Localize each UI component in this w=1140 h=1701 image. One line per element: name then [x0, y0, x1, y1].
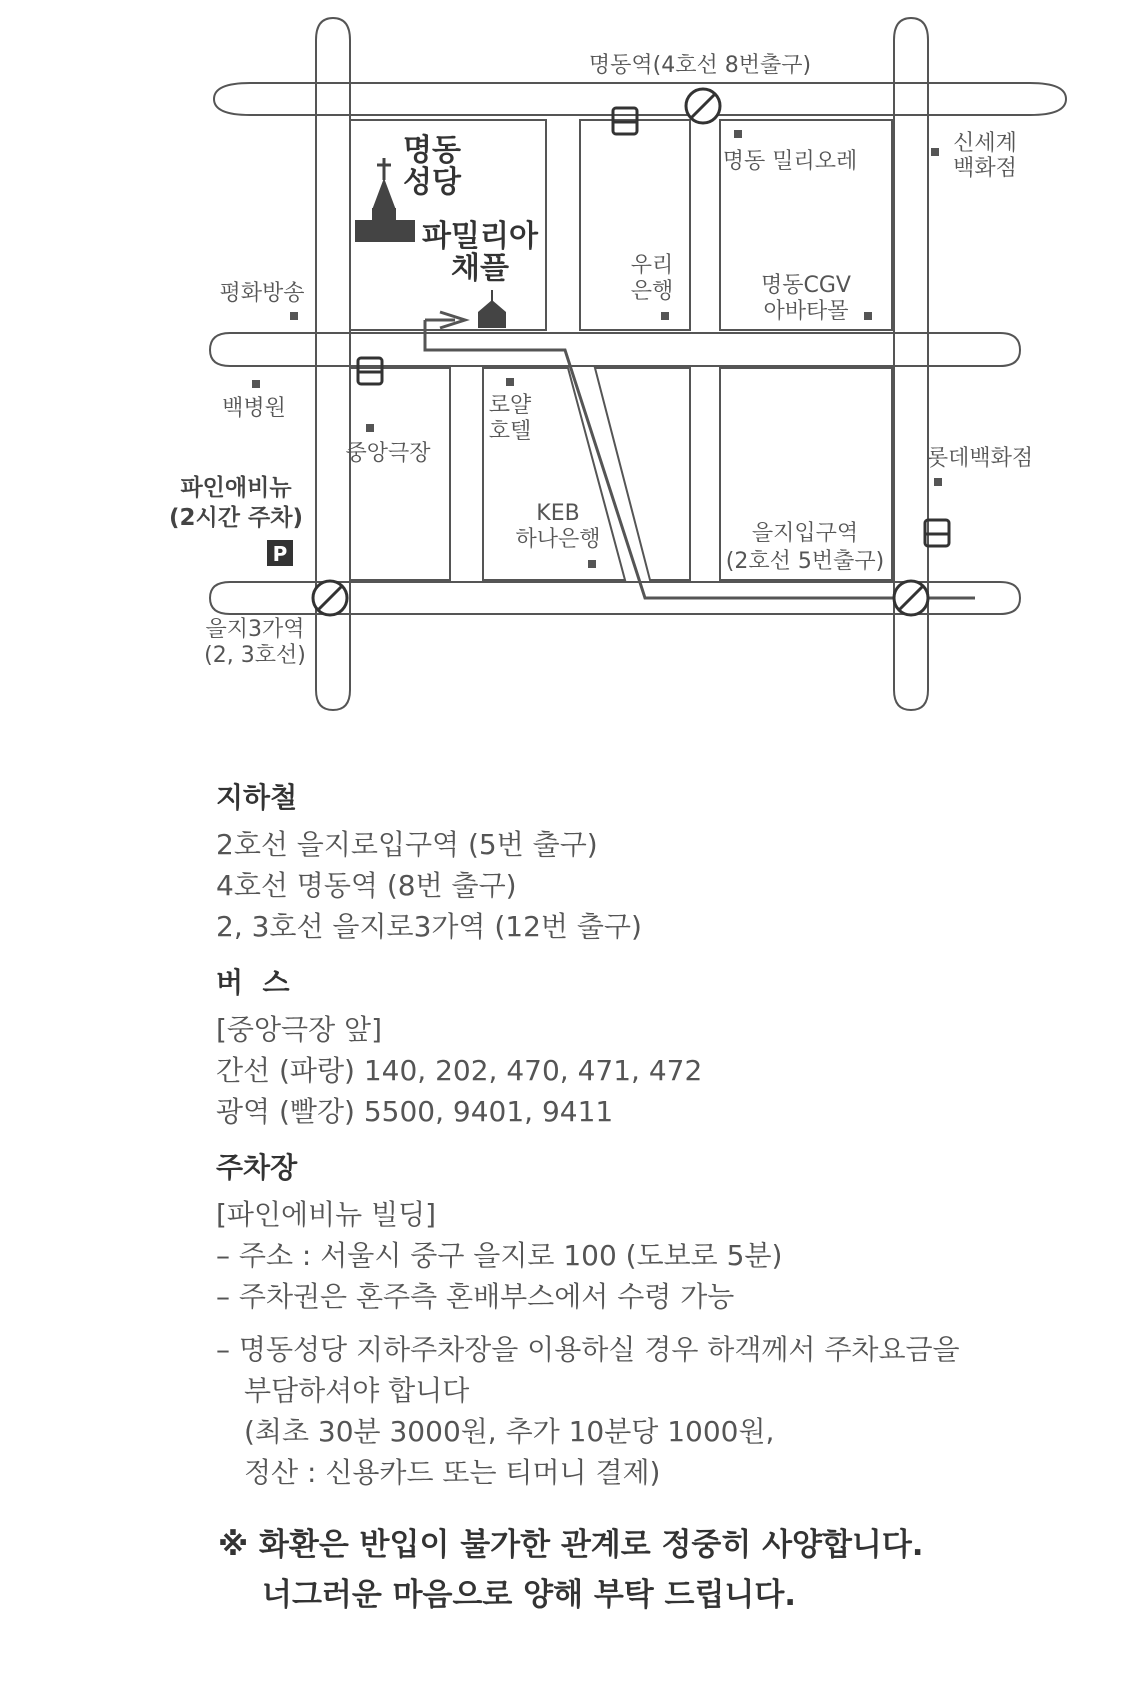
- bus-line: [중앙극장 앞]: [216, 1013, 382, 1046]
- central-theater-label: 중앙극장: [345, 441, 431, 466]
- bus-icon: [613, 108, 637, 134]
- landmark-markers: [252, 130, 942, 568]
- parking-note-line: 정산 : 신용카드 또는 티머니 결제): [244, 1456, 661, 1489]
- milliore-label: 명동 밀리오레: [722, 149, 858, 174]
- parking-section: [216, 1148, 1036, 1493]
- subway-station-icon: [313, 581, 347, 615]
- cathedral-label: 명동 성당: [403, 133, 461, 200]
- parking-note-line: (최초 30분 3000원, 추가 10분당 1000원,: [244, 1415, 775, 1448]
- notice-line-2: 너그러운 마음으로 양해 부탁 드립니다.: [262, 1577, 797, 1613]
- subway-station-icon: [686, 89, 720, 123]
- location-map: [0, 0, 1140, 740]
- subway-line: 4호선 명동역 (8번 출구): [216, 869, 517, 902]
- notice-line-1: ※ 화환은 반입이 불가한 관계로 정중히 사양합니다.: [218, 1527, 924, 1563]
- subway-line: 2, 3호선 을지로3가역 (12번 출구): [216, 910, 642, 943]
- myeongdong-station-label: 명동역(4호선 8번출구): [588, 53, 812, 78]
- subway-section: [216, 778, 1036, 947]
- parking-icon: [267, 540, 293, 566]
- subway-line: 2호선 을지로입구역 (5번 출구): [216, 828, 598, 861]
- parking-line: [파인에비뉴 빌딩]: [216, 1198, 437, 1231]
- directions-info: [216, 778, 1036, 1509]
- lotte-label: 롯데백화점: [926, 446, 1034, 471]
- baek-hospital-label: 백병원: [222, 396, 286, 421]
- cgv-label: 명동CGV 아바타몰: [761, 273, 851, 324]
- bus-section: [216, 963, 1036, 1132]
- parking-line: – 주차권은 혼주측 혼배부스에서 수령 가능: [216, 1280, 735, 1313]
- notice: [218, 1520, 1038, 1620]
- bus-line: 간선 (파랑) 140, 202, 470, 471, 472: [216, 1054, 703, 1087]
- parking-note-line: 부담하셔야 합니다: [244, 1374, 470, 1407]
- royal-hotel-label: 로얄 호텔: [488, 393, 532, 444]
- parking-line: – 주소 : 서울시 중구 을지로 100 (도보로 5분): [216, 1239, 783, 1272]
- bus-title: 버 스: [216, 966, 290, 999]
- chapel-icon: [478, 290, 506, 328]
- familia-chapel-label: 파밀리아 채플: [422, 219, 538, 286]
- svg-text:P: P: [272, 542, 288, 566]
- parking-title: 주차장: [216, 1151, 298, 1184]
- euljiro1ga-label: 을지입구역 (2호선 5번출구): [725, 521, 885, 574]
- parking-note-line: – 명동성당 지하주차장을 이용하실 경우 하객께서 주차요금을: [216, 1333, 960, 1366]
- euljiro3ga-label: 을지3가역 (2, 3호선): [204, 617, 306, 668]
- shinsegae-label: 신세계 백화점: [953, 131, 1017, 181]
- pine-avenue-label: 파인애비뉴 (2시간 주차): [169, 475, 303, 531]
- woori-bank-label: 우리 은행: [630, 253, 674, 304]
- subway-title: 지하철: [216, 781, 298, 814]
- subway-station-icon: [894, 581, 928, 615]
- peace-broadcasting-label: 평화방송: [219, 281, 305, 306]
- bus-icon: [358, 358, 382, 384]
- bus-line: 광역 (빨강) 5500, 9401, 9411: [216, 1095, 614, 1128]
- keb-hana-label: KEB 하나은행: [515, 501, 601, 552]
